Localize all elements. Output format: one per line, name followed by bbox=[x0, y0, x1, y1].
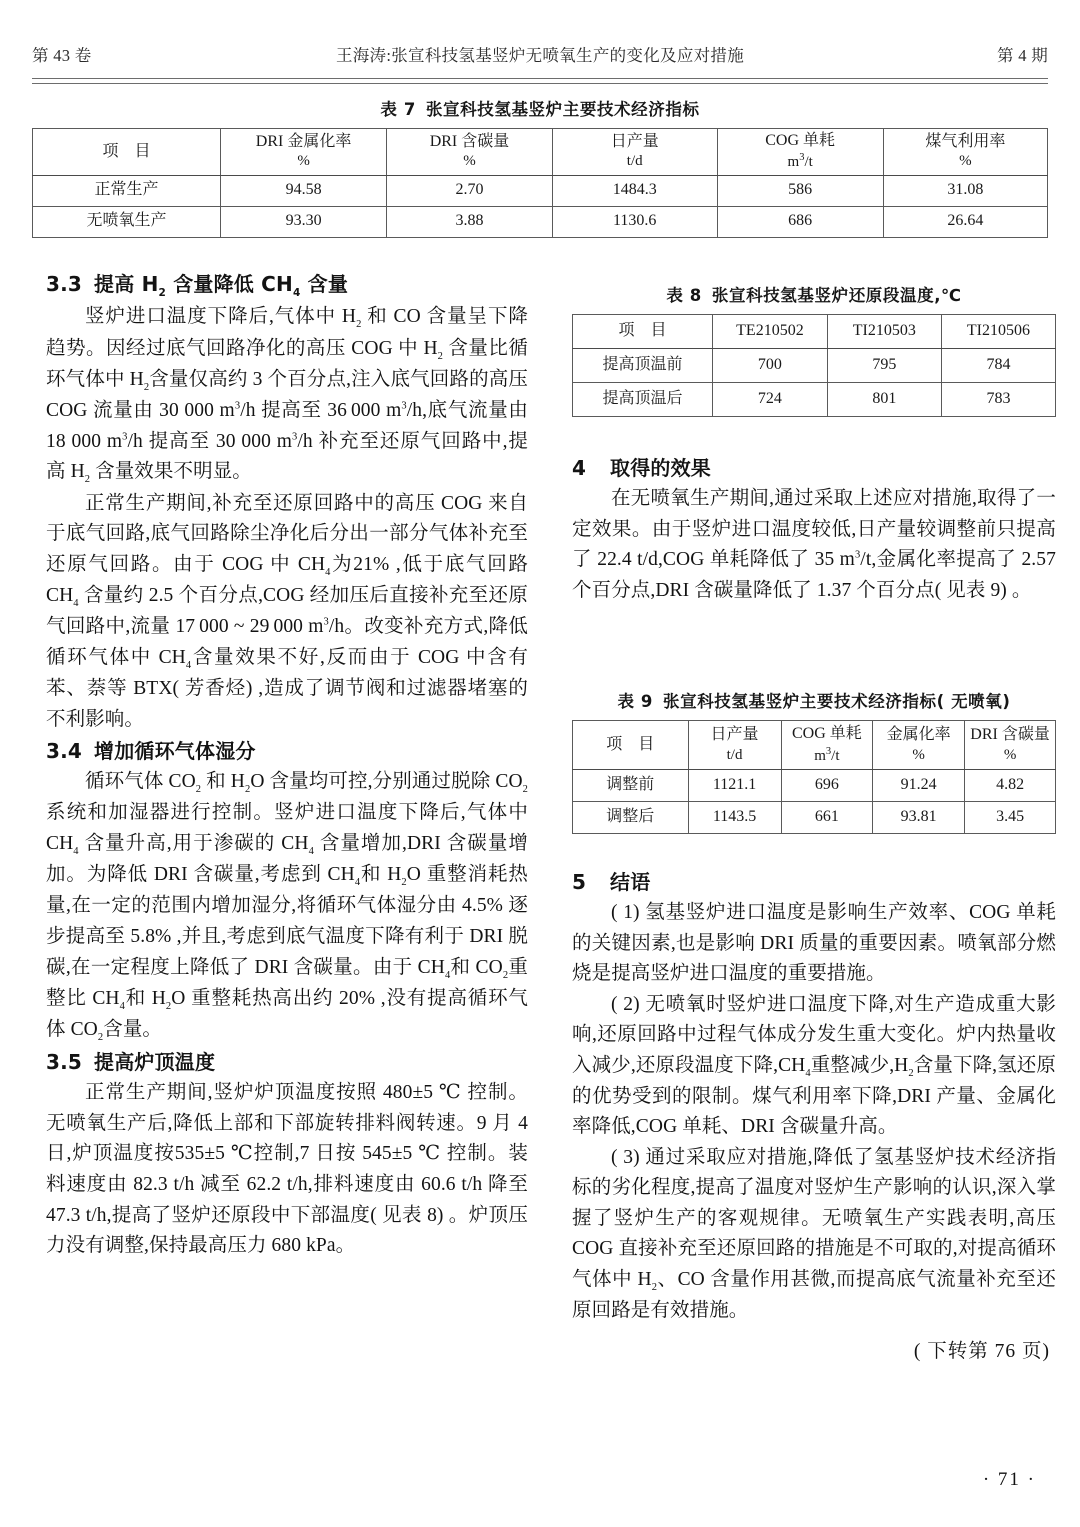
table7-unit-cog: $m^3/t$ bbox=[787, 152, 813, 171]
table9-col-daily-output: 日产量 t/d bbox=[688, 721, 781, 770]
table9-col-item: 项 目 bbox=[573, 721, 689, 770]
paragraph-4-1: 在无喷氧生产期间,通过采取上述应对措施,取得了一定效果。由于竖炉进口温度较低,日产量较调整前只提高了 22.4 t/d,COG 单耗降低了 35 $m^3/t$,金属化率提高了 2.57 个百分点,DRI 含碳量降低了 1.37 个百分点( 见表 9) 。 bbox=[572, 488, 1056, 601]
table9-head bbox=[573, 721, 1056, 770]
paragraph-3-4-1: 循环气体 $CO_2$ 和 $H_2O$ 含量均可控,分别通过脱除 $CO_2$系统和加湿器进行控制。竖炉进口温度下降后,气体中 $CH_4$ 含量升高,用于渗碳的 $CH_4$ 含量增加,DRI 含碳量增加。为降低 DRI 含碳量,考虑到 $CH_4$和 $H_2O$ 重整消耗热量,在一定的范围内增加湿分,将循环气体湿分由 4.5% 逐步提高至 5.8% ,并且,考虑到底气温度下降有利于 DRI 脱碳,在一定程度上降低了 DRI 含碳量。由于 $CH_4$和 $CO_2$重整比 $CH_4$和 $H_2O$ 重整耗热高出约 20% ,没有提高循环气体 $CO_2$含量。 bbox=[46, 771, 529, 1044]
table7-caption bbox=[32, 96, 1048, 120]
table7-row0-v2: 1484.3 bbox=[552, 175, 717, 206]
running-head-title: 王海涛:张宣科技氢基竖炉无喷氧生产的变化及应对措施 bbox=[335, 46, 745, 65]
table7 bbox=[32, 128, 1048, 238]
table8-col-item: 项 目 bbox=[573, 315, 713, 349]
table7-col-cog: COG 单耗 $m^3/t$ bbox=[717, 129, 883, 176]
table9-caption bbox=[572, 688, 1056, 712]
table8-head bbox=[573, 315, 1056, 349]
table9-caption-label: 表 9 bbox=[617, 692, 653, 711]
table9-row0-v2: 91.24 bbox=[873, 770, 965, 802]
table7-row0-v3: 586 bbox=[717, 175, 883, 206]
table8 bbox=[572, 314, 1056, 417]
page-number: · 71 · bbox=[982, 1469, 1036, 1490]
paragraph-3-3-2: 正常生产期间,补充至还原回路中的高压 COG 来自于底气回路,底气回路除尘净化后分出一部分气体补充至还原气回路。由于 COG 中 $CH_4$为21% ,低于底气回路 $CH_4$ 含量约 2.5 个百分点,COG 经加压后直接补充至还原气回路中,流量 17 000 ~ 29 000 $m^3/h$。改变补充方式,降低循环气体中 $CH_4$含量效果不好,反而由于 COG 中含有苯、萘等 BTX( 芳香烃) ,造成了调节阀和过滤器堵塞的不利影响。 bbox=[46, 492, 528, 730]
left-column bbox=[46, 268, 528, 1262]
section-heading-5: 5 结语 bbox=[572, 870, 651, 894]
table-row bbox=[573, 802, 1056, 834]
table7-row0-v4: 31.08 bbox=[883, 175, 1047, 206]
table8-col-te210502: TE210502 bbox=[713, 315, 828, 349]
table9 bbox=[572, 720, 1056, 834]
paragraph-3-3-1: 竖炉进口温度下降后,气体中 $H_2$ 和 CO 含量呈下降趋势。因经过底气回路净化的高压 COG 中 $H_2$ 含量比循环气体中 $H_2$含量仅高约 3 个百分点,注入底气回路的高压 COG 流量由 30 000 $m^3/h$ 提高至 36 000 $m^3/h$,底气流量由 18 000 $m^3/h$ 提高至 30 000 $m^3/h$ 补充至还原气回路中,提高 $H_2$ 含量效果不明显。 bbox=[46, 306, 529, 486]
table9-col-metallization: 金属化率 % bbox=[873, 721, 965, 770]
table8-row1-label: 提高顶温后 bbox=[573, 383, 713, 417]
table7-col-daily-output: 日产量 t/d bbox=[552, 129, 717, 176]
table7-row1-v1: 3.88 bbox=[387, 206, 553, 237]
table9-row0-v0: 1121.1 bbox=[688, 770, 781, 802]
section-5-block bbox=[572, 866, 1056, 1367]
running-head-volume: 第 43 卷 bbox=[32, 46, 92, 65]
running-head bbox=[32, 42, 1048, 72]
table9-row0-v1: 696 bbox=[781, 770, 873, 802]
table9-caption-title: 张宣科技氢基竖炉主要技术经济指标( 无喷氧) bbox=[663, 692, 1011, 711]
table7-col-metallization: DRI 金属化率 % bbox=[221, 129, 387, 176]
table9-row1-v1: 661 bbox=[781, 802, 873, 834]
table7-caption-label: 表 7 bbox=[380, 100, 416, 119]
table9-col-carbon: DRI 含碳量 % bbox=[965, 721, 1056, 770]
table7-caption-title: 张宣科技氢基竖炉主要技术经济指标 bbox=[425, 100, 700, 119]
table7-row1-label: 无喷氧生产 bbox=[33, 206, 221, 237]
table7-row1-v4: 26.64 bbox=[883, 206, 1047, 237]
table-row bbox=[33, 175, 1048, 206]
table7-row0-v0: 94.58 bbox=[221, 175, 387, 206]
table7-header-row bbox=[33, 129, 1048, 176]
table8-row1-v1: 801 bbox=[827, 383, 941, 417]
paragraph-5-1: ( 1) 氢基竖炉进口温度是影响生产效率、COG 单耗的关键因素,也是影响 DRI 质量的重要因素。喷氧部分燃烧是提高竖炉进口温度的重要措施。 bbox=[572, 902, 1056, 985]
table-row bbox=[33, 206, 1048, 237]
paragraph-5-3: ( 3) 通过采取应对措施,降低了氢基竖炉技术经济指标的劣化程度,提高了温度对竖炉生产影响的认识,深入掌握了竖炉生产的客观规律。无喷氧生产实践表明,高压 COG 直接补充至还原回路的措施是不可取的,对提高循环气体中 $H_2$、CO 含量作用甚微,而提高底气流量补充至还原回路是有效措施。 bbox=[572, 1146, 1056, 1322]
table8-row1-v2: 783 bbox=[941, 383, 1055, 417]
continued-note: ( 下转第 76 页) bbox=[913, 1340, 1050, 1362]
table8-header-row bbox=[573, 315, 1056, 349]
table9-col-cog: COG 单耗 $m^3/t$ bbox=[781, 721, 873, 770]
table9-row0-label: 调整前 bbox=[573, 770, 689, 802]
header-divider-rule bbox=[32, 78, 1048, 84]
table8-caption-label: 表 8 bbox=[666, 286, 702, 305]
table7-row1-v0: 93.30 bbox=[221, 206, 387, 237]
paragraph-5-2: ( 2) 无喷氧时竖炉进口温度下降,对生产造成重大影响,还原回路中过程气体成分发生重大变化。炉内热量收入减少,还原段温度下降$,CH_4$重整减少$,H_2$含量下降,氢还原的优势受到的限制。煤气利用率下降,DRI 产量、金属化率降低,COG 单耗、DRI 含碳量升高。 bbox=[572, 993, 1056, 1138]
table9-row1-v2: 93.81 bbox=[873, 802, 965, 834]
table9-row1-v0: 1143.5 bbox=[688, 802, 781, 834]
table8-caption bbox=[572, 282, 1056, 306]
table-row bbox=[573, 349, 1056, 383]
table7-row1-v3: 686 bbox=[717, 206, 883, 237]
table7-col-item: 项 目 bbox=[33, 129, 221, 176]
table7-block bbox=[32, 96, 1048, 238]
table7-col-carbon: DRI 含碳量 % bbox=[387, 129, 553, 176]
table7-row0-v1: 2.70 bbox=[387, 175, 553, 206]
table9-row1-label: 调整后 bbox=[573, 802, 689, 834]
table7-body bbox=[33, 175, 1048, 237]
table7-row1-v2: 1130.6 bbox=[552, 206, 717, 237]
table8-block bbox=[572, 282, 1056, 417]
table7-head bbox=[33, 129, 1048, 176]
table9-block bbox=[572, 688, 1056, 834]
section-heading-4: 4 取得的效果 bbox=[572, 456, 711, 480]
table8-caption-title: 张宣科技氢基竖炉还原段温度,℃ bbox=[711, 286, 962, 305]
table8-col-ti210503: TI210503 bbox=[827, 315, 941, 349]
table8-row0-v0: 700 bbox=[713, 349, 828, 383]
section-heading-3-5: 3.5 提高炉顶温度 bbox=[46, 1050, 216, 1075]
table7-row0-label: 正常生产 bbox=[33, 175, 221, 206]
table9-row1-v3: 3.45 bbox=[965, 802, 1056, 834]
running-head-issue: 第 4 期 bbox=[997, 46, 1048, 65]
section-4-block bbox=[572, 452, 1056, 606]
table8-row1-v0: 724 bbox=[713, 383, 828, 417]
section-heading-3-3: 3.3 提高 $H_2$ 含量降低 $CH_4$ 含量 bbox=[46, 272, 349, 299]
table8-body bbox=[573, 349, 1056, 417]
section-heading-3-4: 3.4 增加循环气体湿分 bbox=[46, 739, 256, 764]
table-row bbox=[573, 383, 1056, 417]
table-row bbox=[573, 770, 1056, 802]
table9-row0-v3: 4.82 bbox=[965, 770, 1056, 802]
table9-unit-cog: $m^3/t$ bbox=[814, 745, 840, 764]
table8-row0-v1: 795 bbox=[827, 349, 941, 383]
table7-col-gas-utilization: 煤气利用率 % bbox=[883, 129, 1047, 176]
table8-row0-v2: 784 bbox=[941, 349, 1055, 383]
paragraph-3-5-1: 正常生产期间,竖炉炉顶温度按照 480±5 ℃ 控制。无喷氧生产后,降低上部和下部旋转排料阀转速。9 月 4 日,炉顶温度按535±5 ℃控制,7 日按 545±5 ℃ 控制。装料速度由 82.3 t/h 减至 62.2 t/h,排料速度由 60.6 t/h 降至 47.3 t/h,提高了竖炉还原段中下部温度( 见表 8) 。炉顶压力没有调整,保持最高压力 680 kPa。 bbox=[46, 1082, 528, 1257]
table8-row0-label: 提高顶温前 bbox=[573, 349, 713, 383]
table9-body bbox=[573, 770, 1056, 834]
table8-col-ti210506: TI210506 bbox=[941, 315, 1055, 349]
table9-header-row bbox=[573, 721, 1056, 770]
